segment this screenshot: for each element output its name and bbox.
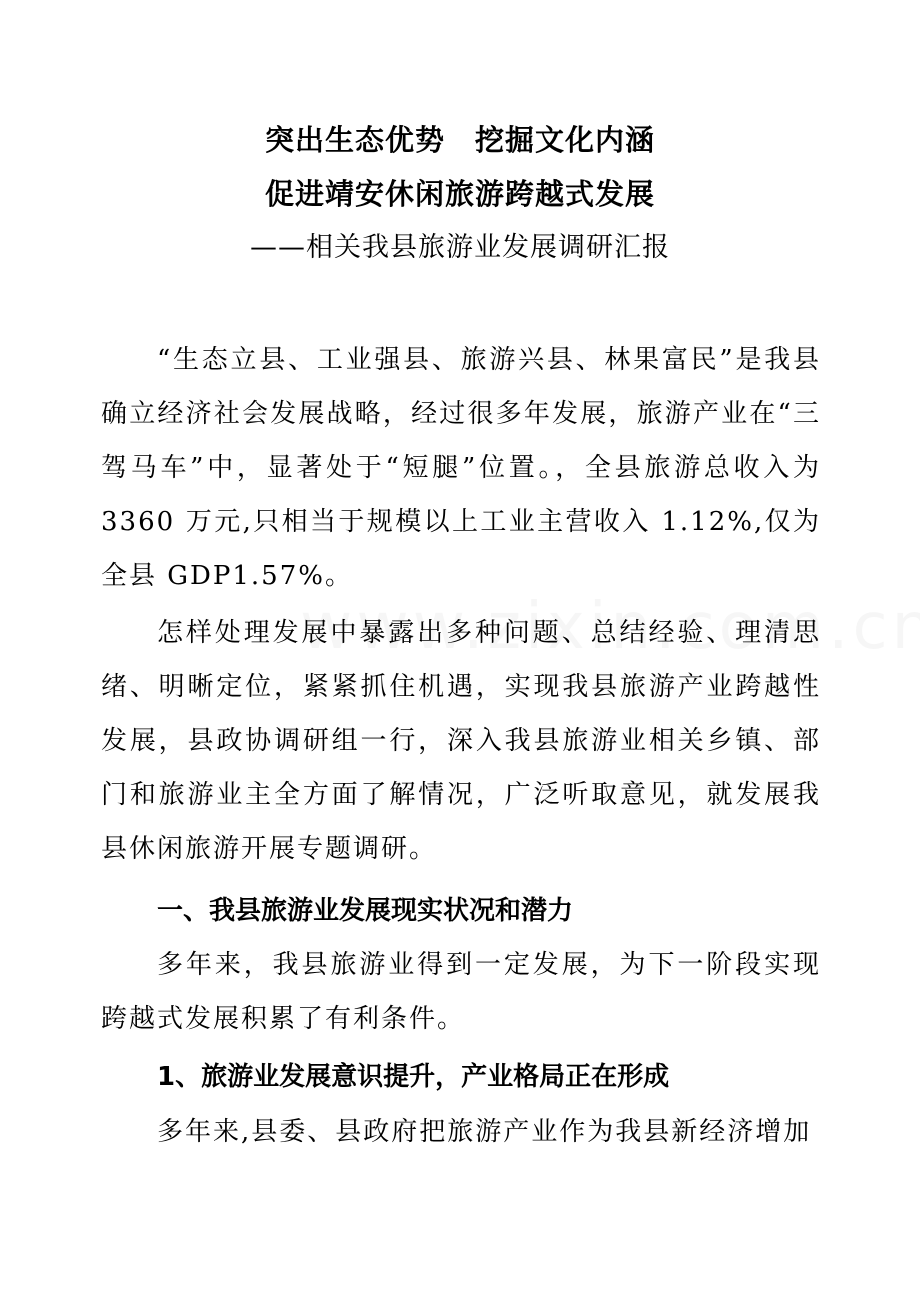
section-heading-1: 一、我县旅游业发展现实状况和潜力 [157,896,574,926]
paragraph-4: 多年来,县委、县政府把旅游产业作为我县新经济增加 [157,1117,812,1147]
document-subtitle: ——相关我县旅游业发展调研汇报 [250,232,670,263]
paragraph-1: “生态立县、工业强县、旅游兴县、林果富民”是我县确立经济社会发展战略，经过很多年发展，旅游产业在“三驾马车”中，显著处于“短腿”位置。，全县旅游总收入为 3360 万元,只相当于规模以上工业主营收入 1.12%,仅为全县 GDP1.57%。 [101,345,821,591]
subsection-heading-1: 1、旅游业发展意识提升，产业格局正在形成 [157,1062,670,1092]
document-title-line-1: 突出生态优势 挖掘文化内涵 [264,123,655,157]
paragraph-3: 多年来，我县旅游业得到一定发展，为下一阶段实现跨越式发展积累了有利条件。 [101,950,821,1034]
paragraph-2: 怎样处理发展中暴露出多种问题、总结经验、理清思绪、明晰定位，紧紧抓住机遇，实现我县旅游产业跨越性发展，县政协调研组一行，深入我县旅游业相关乡镇、部门和旅游业主全方面了解情况，广泛听取意见，就发展我县休闲旅游开展专题调研。 [101,618,821,864]
document-title-line-2: 促进靖安休闲旅游跨越式发展 [264,177,655,211]
